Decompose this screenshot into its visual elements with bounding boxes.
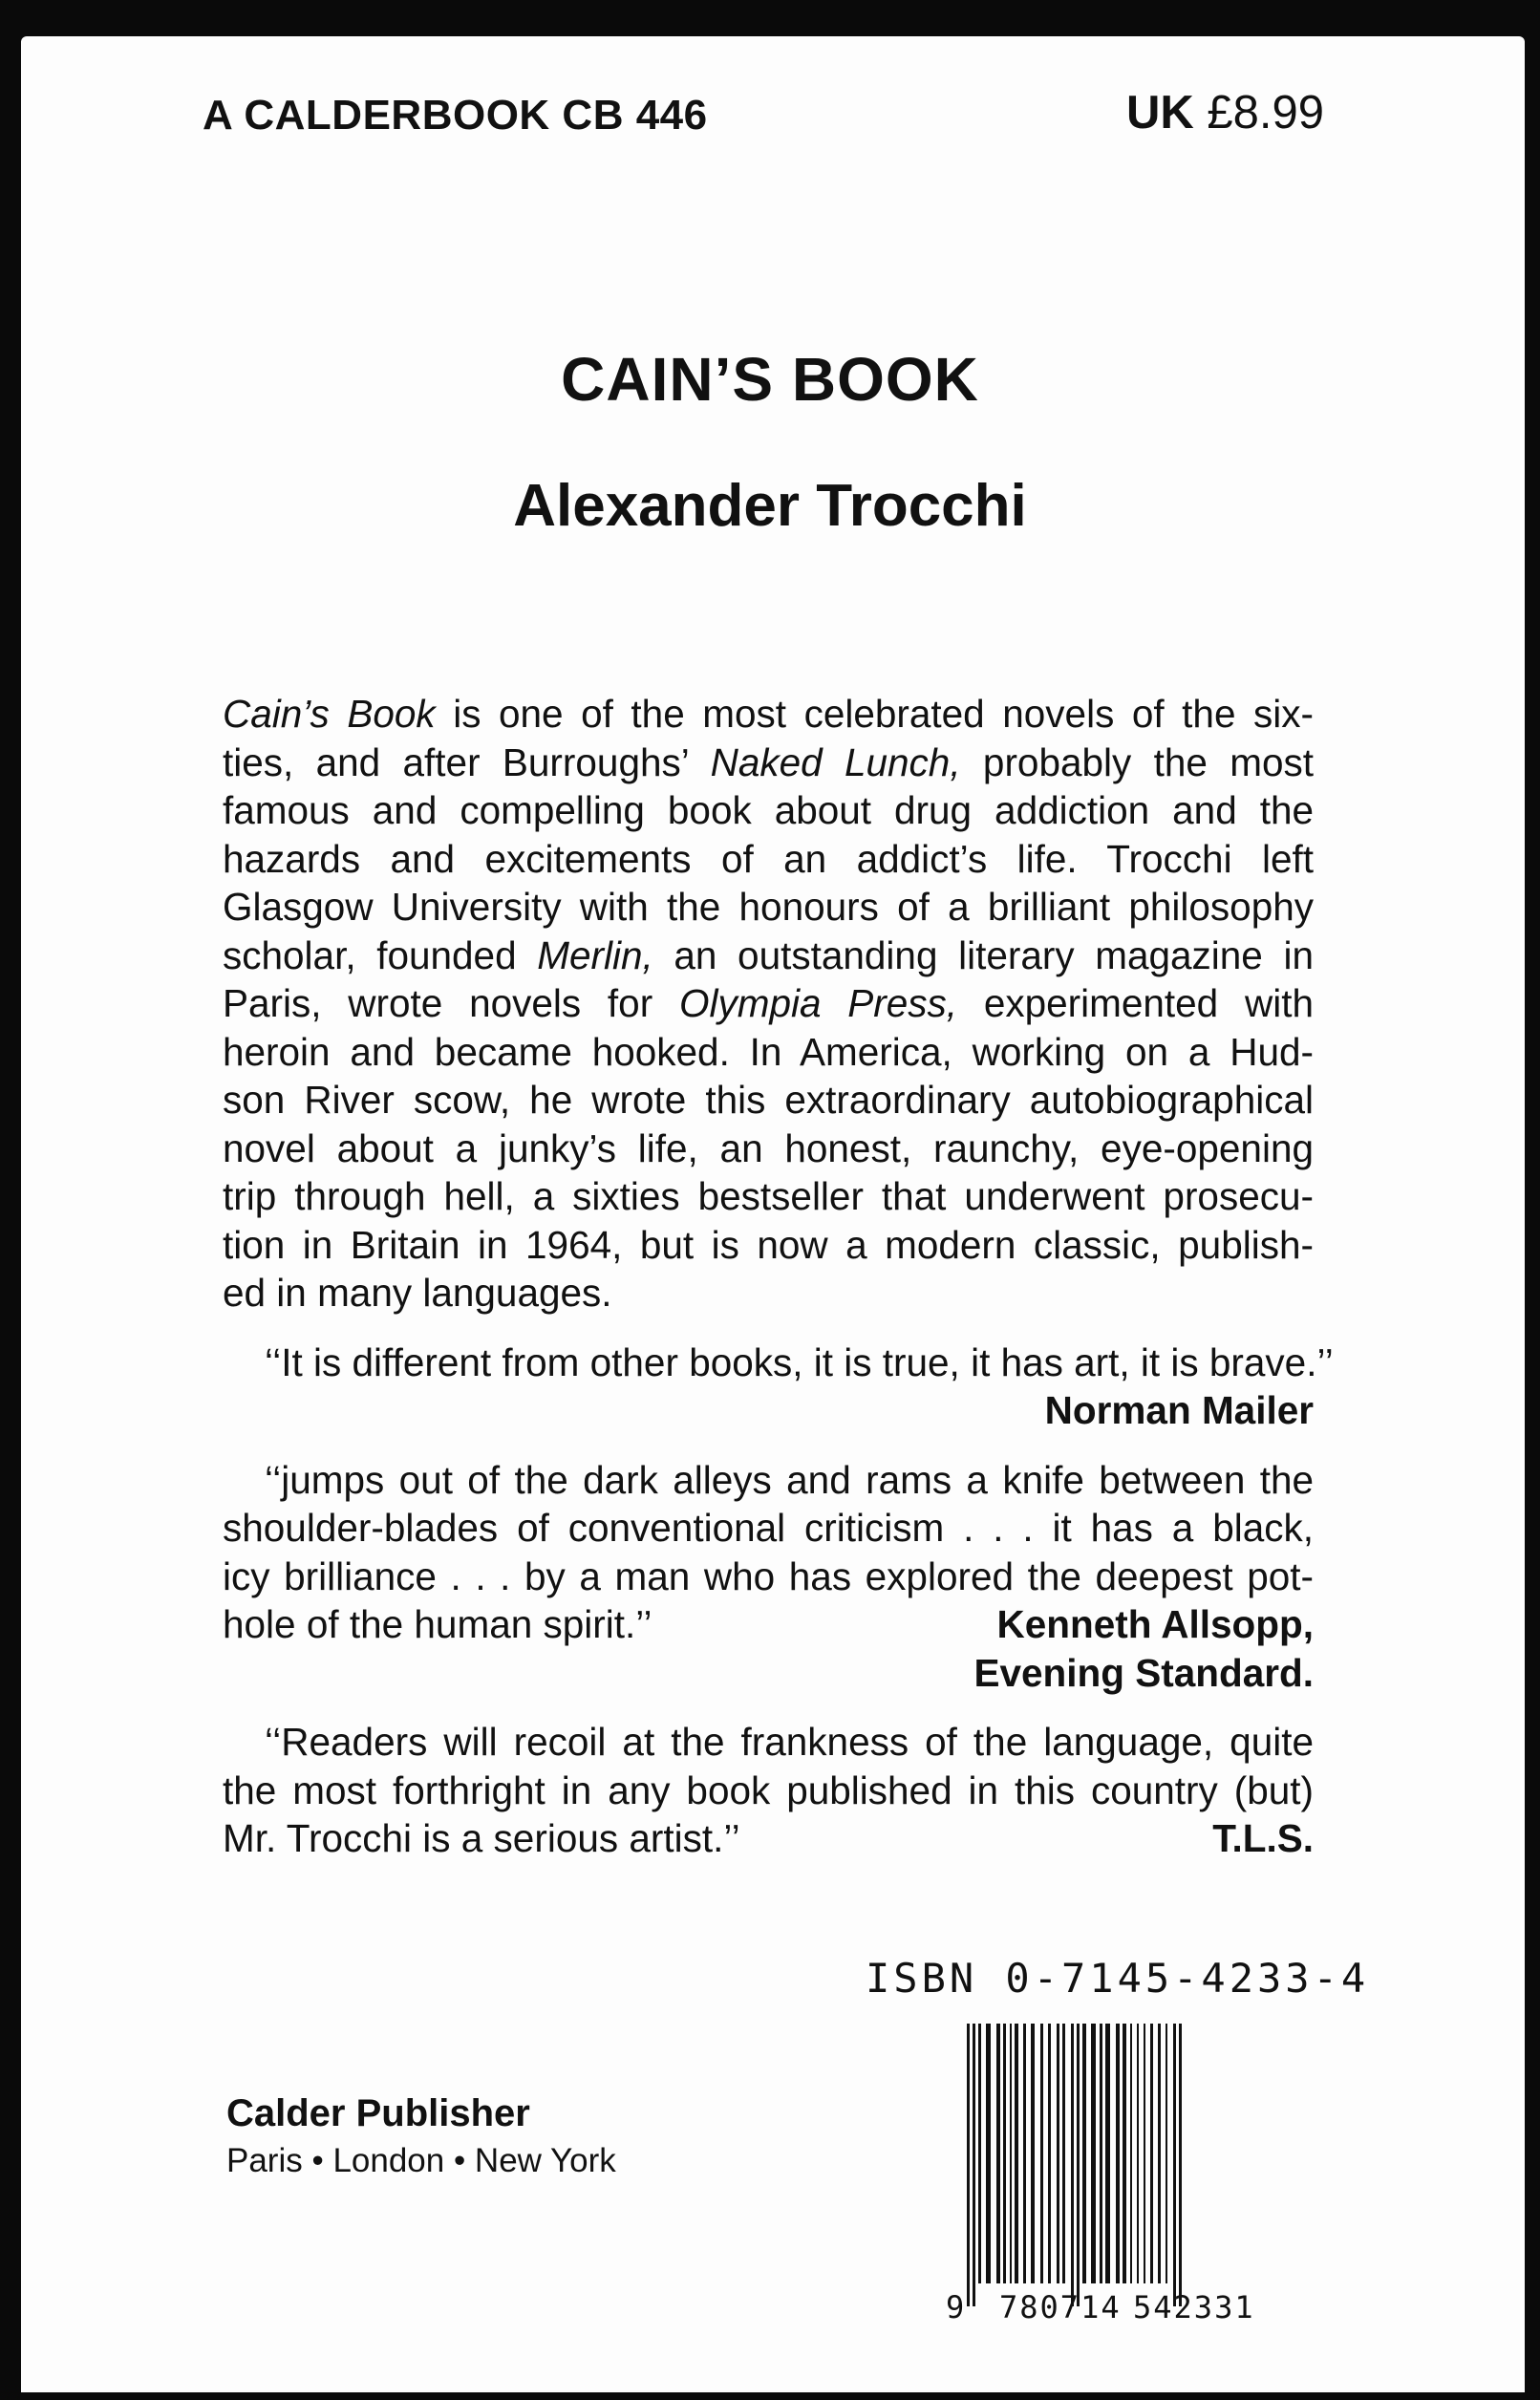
barcode-bar bbox=[1137, 2024, 1139, 2283]
barcode-bar bbox=[1015, 2024, 1018, 2283]
barcode-bar bbox=[986, 2024, 991, 2283]
quote-attribution: Norman Mailer bbox=[1044, 1388, 1314, 1432]
book-title: CAIN’S BOOK bbox=[561, 345, 979, 414]
quote-line: icy brilliance . . . by a man who has explored the deepest pot- bbox=[223, 1554, 1314, 1598]
quote-line-with-attribution bbox=[223, 1814, 1314, 1863]
blurb-line: novel about a junky’s life, an honest, raunchy, eye-opening bbox=[223, 1125, 1314, 1170]
blurb-line: ed in many languages. bbox=[223, 1271, 612, 1315]
blurb-block bbox=[223, 690, 1334, 1863]
barcode-bar bbox=[1082, 2024, 1086, 2283]
barcode-bar bbox=[996, 2024, 1000, 2283]
barcode-group-1: 780714 bbox=[999, 2289, 1122, 2325]
isbn-number: ISBN 0-7145-4233-4 bbox=[866, 1955, 1370, 2002]
blurb-line: heroin and became hooked. In America, working on a Hud- bbox=[223, 1029, 1314, 1074]
barcode-bar bbox=[1179, 2024, 1182, 2306]
barcode-bar bbox=[1010, 2024, 1012, 2283]
price-label bbox=[1126, 86, 1324, 139]
barcode-bar bbox=[978, 2024, 981, 2283]
barcode-lead-digit: 9 bbox=[946, 2289, 965, 2325]
blurb-line: Cain’s Book is one of the most celebrated novels of the six- bbox=[223, 692, 1315, 736]
blurb-line: trip through hell, a sixties bestseller that underwent prosecu- bbox=[223, 1174, 1314, 1218]
barcode-bar bbox=[1150, 2024, 1153, 2283]
barcode-bar bbox=[1003, 2024, 1006, 2283]
barcode-bar bbox=[1077, 2024, 1080, 2306]
barcode-bar bbox=[1130, 2024, 1132, 2283]
barcode-bars bbox=[961, 2024, 1295, 2310]
barcode-bar bbox=[973, 2024, 975, 2306]
publisher-name: Calder Publisher bbox=[226, 2092, 530, 2134]
barcode-bar bbox=[1144, 2024, 1145, 2283]
blurb-line: famous and compelling book about drug addiction and the bbox=[223, 788, 1314, 832]
price-value: £8.99 bbox=[1207, 87, 1324, 139]
barcode-bar bbox=[1123, 2024, 1126, 2283]
barcode-bar bbox=[1062, 2024, 1065, 2283]
barcode-bar bbox=[1158, 2024, 1161, 2283]
quote-line: the most forthright in any book published in this country (but) bbox=[223, 1768, 1314, 1812]
barcode-bar bbox=[1023, 2024, 1026, 2283]
quote-line: hole of the human spirit.’’ bbox=[223, 1602, 652, 1646]
blurb-line: hazards and excitements of an addict’s life. Trocchi left bbox=[223, 836, 1314, 881]
barcode-bar bbox=[1166, 2024, 1167, 2283]
barcode-bar bbox=[1057, 2024, 1059, 2283]
blurb-line: scholar, founded Merlin, an outstanding literary magazine in bbox=[223, 932, 1314, 977]
price-region: UK bbox=[1125, 87, 1194, 139]
barcode-bar bbox=[1100, 2024, 1102, 2283]
barcode-bar bbox=[1173, 2024, 1176, 2306]
barcode bbox=[946, 2024, 1295, 2339]
barcode-bar bbox=[1040, 2024, 1043, 2283]
barcode-bar bbox=[1091, 2024, 1096, 2283]
quote-line: shoulder-blades of conventional criticism . . . it has a black, bbox=[223, 1506, 1314, 1550]
quote-attribution-source: Evening Standard. bbox=[973, 1650, 1314, 1695]
book-author: Alexander Trocchi bbox=[513, 473, 1027, 539]
publisher-cities: Paris • London • New York bbox=[226, 2142, 616, 2179]
barcode-bar bbox=[1071, 2024, 1074, 2306]
blurb-line: ties, and after Burroughs’ Naked Lunch, probably the most bbox=[223, 739, 1315, 784]
quote-line-with-attribution bbox=[223, 1600, 1314, 1649]
blurb-line: tion in Britain in 1964, but is now a modern classic, publish- bbox=[223, 1222, 1314, 1267]
barcode-bar bbox=[1031, 2024, 1035, 2283]
barcode-group-2: 542331 bbox=[1133, 2289, 1255, 2325]
quote-line: ‘‘jumps out of the dark alleys and rams a knife between the bbox=[265, 1457, 1314, 1502]
blurb-line: son River scow, he wrote this extraordinary autobiographical bbox=[223, 1078, 1314, 1122]
quote-line: ‘‘Readers will recoil at the frankness of the language, quite bbox=[265, 1720, 1314, 1764]
barcode-bar bbox=[1048, 2024, 1051, 2283]
barcode-bar bbox=[1105, 2024, 1110, 2283]
blurb-line: Glasgow University with the honours of a brilliant philosophy bbox=[223, 885, 1314, 929]
quote-attribution: T.L.S. bbox=[1212, 1816, 1314, 1860]
quote-line: ‘‘It is different from other books, it is true, it has art, it is brave.’’ bbox=[265, 1339, 1334, 1384]
barcode-bar bbox=[1116, 2024, 1120, 2283]
quote-attribution: Kenneth Allsopp, bbox=[996, 1602, 1314, 1646]
imprint-code: A CALDERBOOK CB 446 bbox=[203, 92, 708, 139]
blurb-line: Paris, wrote novels for Olympia Press, experimented with bbox=[223, 981, 1314, 1025]
barcode-bar bbox=[967, 2024, 970, 2306]
quote-line: Mr. Trocchi is a serious artist.’’ bbox=[223, 1816, 740, 1860]
